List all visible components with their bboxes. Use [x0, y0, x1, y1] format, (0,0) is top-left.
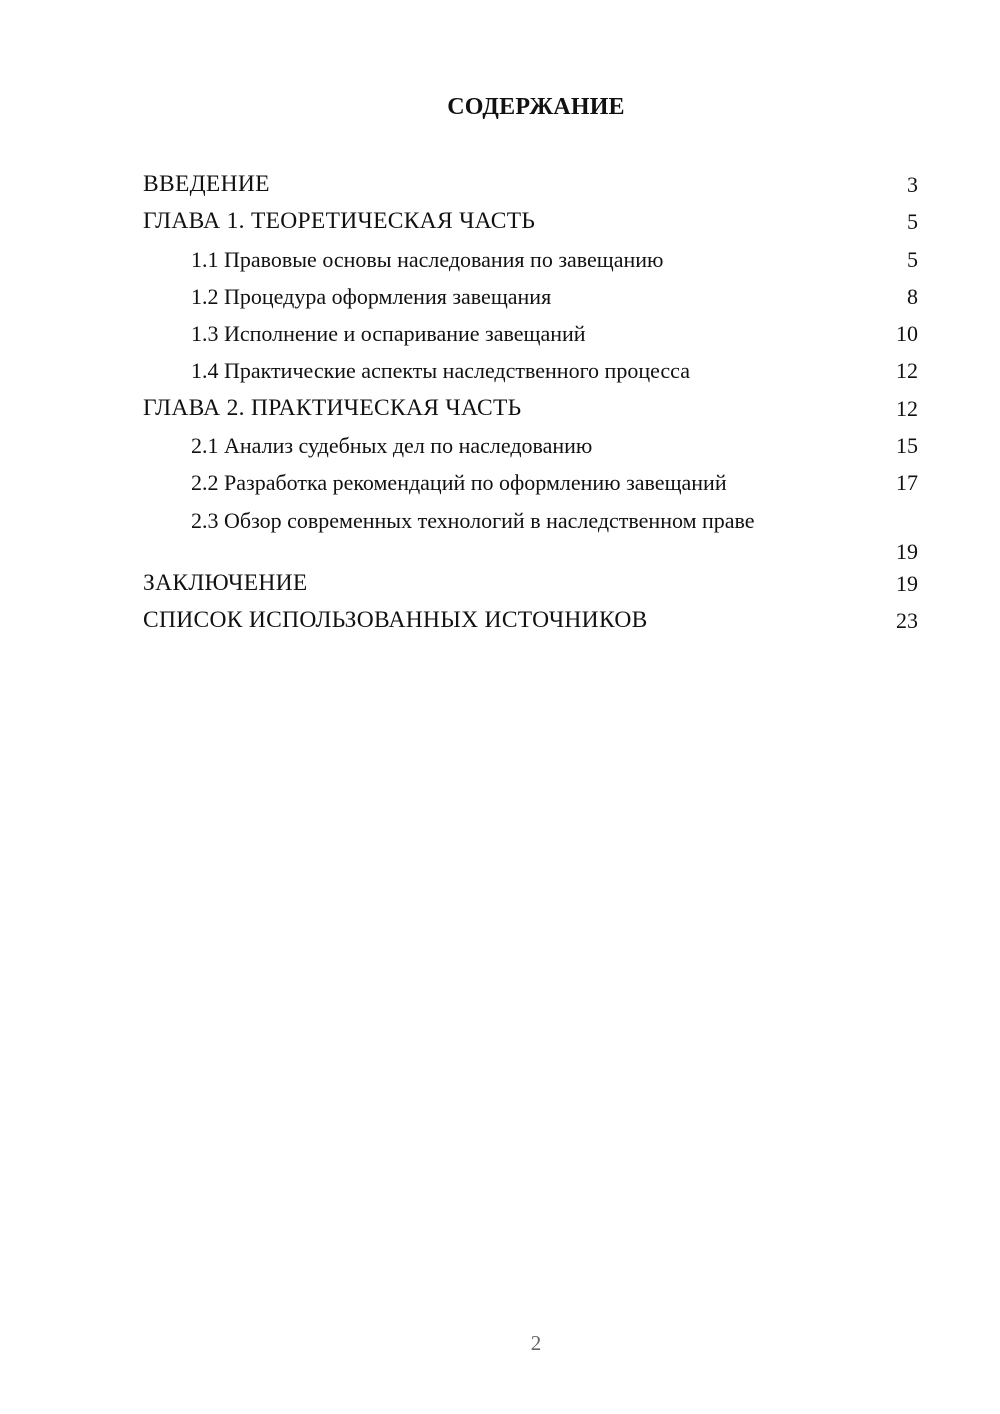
toc-entry-section-1-3[interactable] [143, 315, 918, 352]
toc-entry-page: 12 [896, 358, 918, 384]
toc-entry-section-1-4[interactable] [143, 352, 918, 389]
toc-entry-page: 17 [896, 470, 918, 496]
toc-entry-label: ГЛАВА 2. ПРАКТИЧЕСКАЯ ЧАСТЬ [143, 394, 522, 421]
toc-entry-page: 5 [907, 246, 918, 272]
toc-entry-label: 1.1 Правовые основы наследования по завещанию [191, 246, 664, 272]
toc-entry-page: 8 [907, 283, 918, 309]
toc-entry-conclusion[interactable] [143, 565, 918, 602]
toc-entry-section-1-2[interactable] [143, 278, 918, 315]
toc-entry-section-2-3[interactable] [143, 502, 918, 565]
toc-entry-section-2-2[interactable] [143, 464, 918, 501]
toc-entry-page: 23 [896, 607, 918, 633]
toc-entry-references[interactable] [143, 602, 918, 639]
toc-entry-page: 19 [896, 539, 918, 565]
toc-entry-label: 2.2 Разработка рекомендаций по оформлению завещаний [191, 470, 727, 496]
toc-entry-section-2-1[interactable] [143, 427, 918, 464]
toc-entry-introduction[interactable] [143, 166, 918, 203]
toc-entry-label: СПИСОК ИСПОЛЬЗОВАННЫХ ИСТОЧНИКОВ [143, 606, 648, 633]
toc-entry-page: 5 [907, 209, 918, 235]
toc-entry-page: 12 [896, 395, 918, 421]
toc-entry-label: 2.1 Анализ судебных дел по наследованию [191, 433, 593, 459]
toc-entry-chapter-2[interactable] [143, 390, 918, 427]
table-of-contents [143, 166, 918, 639]
toc-entry-label: ВВЕДЕНИЕ [143, 171, 270, 197]
toc-entry-label: 1.3 Исполнение и оспаривание завещаний [191, 321, 586, 347]
toc-entry-label: 1.2 Процедура оформления завещания [191, 283, 552, 309]
toc-entry-label: 1.4 Практические аспекты наследственного процесса [191, 358, 690, 384]
toc-entry-label: ГЛАВА 1. ТЕОРЕТИЧЕСКАЯ ЧАСТЬ [143, 208, 536, 235]
toc-entry-label: 2.3 Обзор современных технологий в наследственном праве [191, 507, 755, 533]
page-number: 2 [530, 1331, 542, 1355]
toc-entry-label: ЗАКЛЮЧЕНИЕ [143, 569, 308, 596]
toc-title: СОДЕРЖАНИЕ [447, 94, 625, 120]
toc-entry-page: 10 [896, 321, 918, 347]
toc-entry-page: 19 [896, 570, 918, 596]
toc-entry-page: 3 [907, 172, 918, 197]
toc-entry-chapter-1[interactable] [143, 203, 918, 240]
toc-entry-page: 15 [896, 433, 918, 459]
toc-entry-section-1-1[interactable] [143, 241, 918, 278]
